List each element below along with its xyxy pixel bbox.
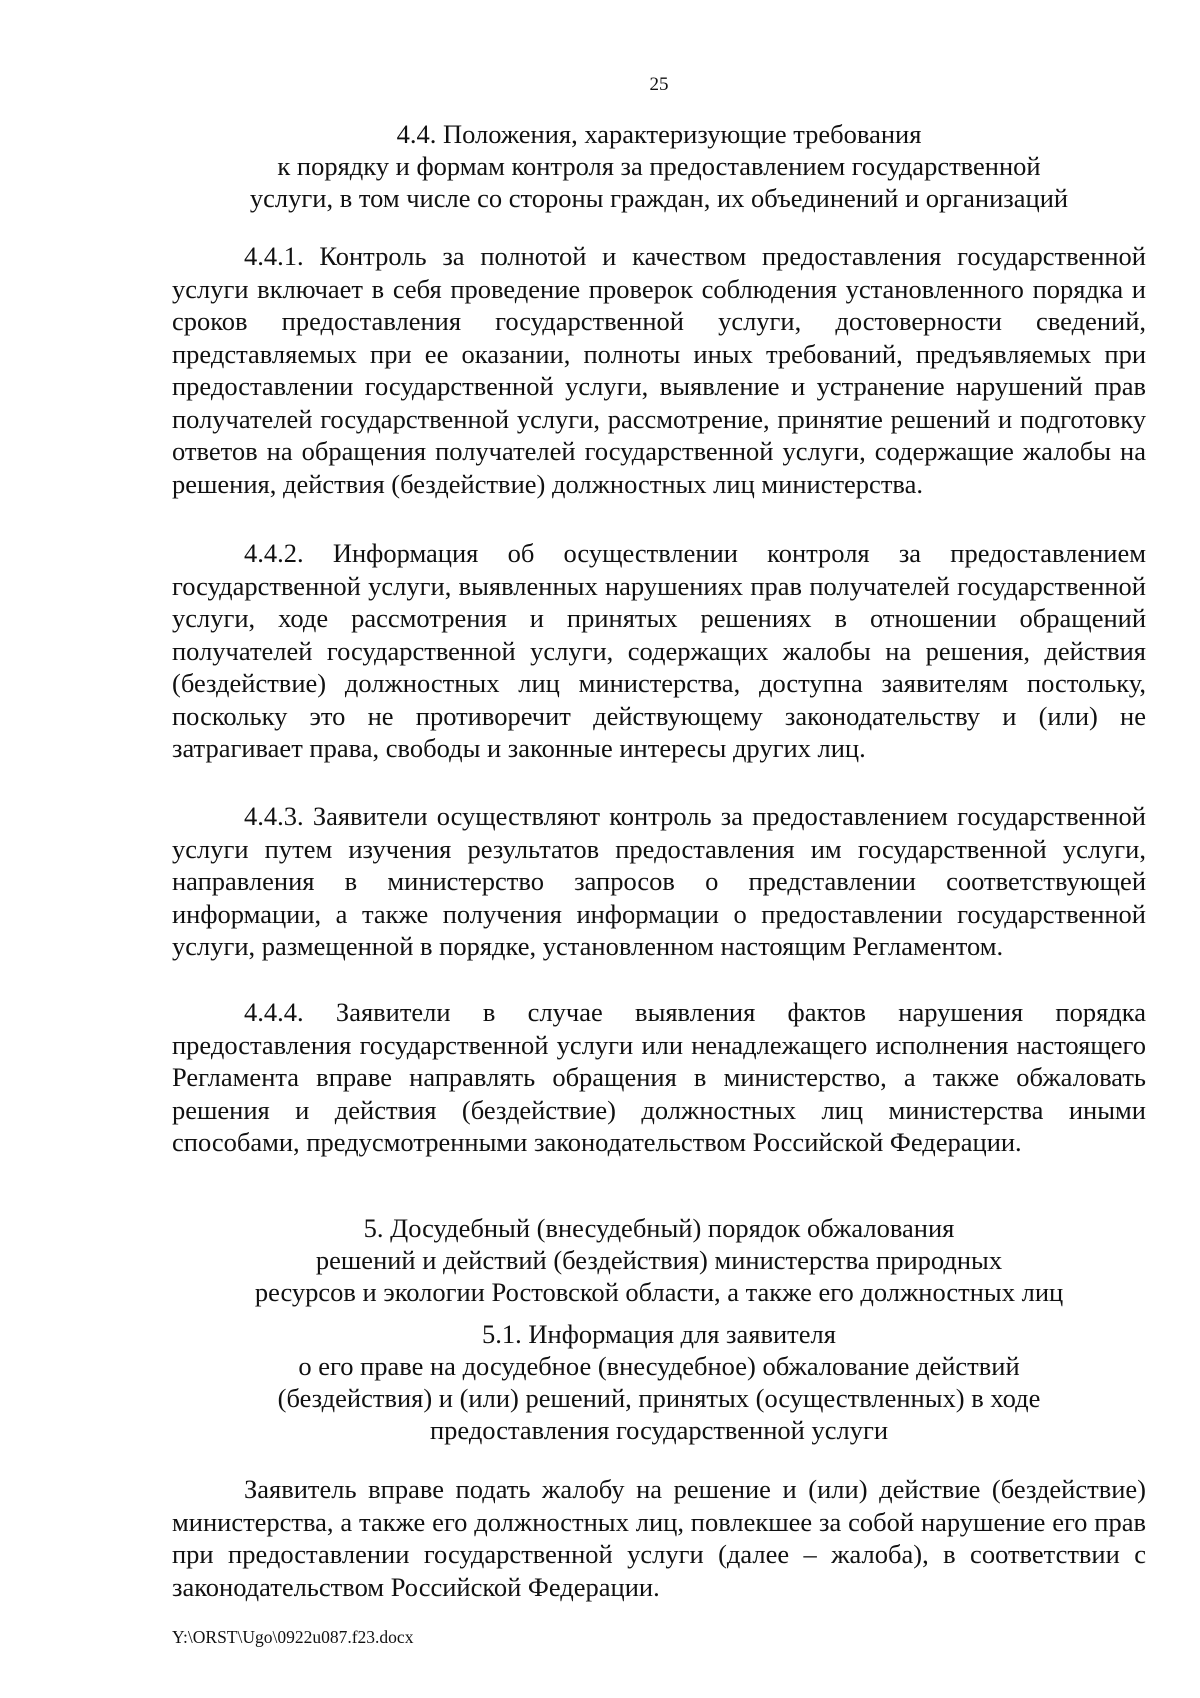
heading-line: 5.1. Информация для заявителя xyxy=(482,1319,836,1349)
document-page xyxy=(172,0,1146,1698)
paragraph-4-4-2: 4.4.2. Информация об осуществлении контроля за предоставлением государственной услуги, выявленных нарушениях прав получателей государственной услуги, ходе рассмотрения и принятых решениях в отношении обращений получателей государственной услуги, содержащих жалобы на решения, действия (бездействие) должностных лиц министерства, доступна заявителям постольку, поскольку это не противоречит действующему законодательству и (или) не затрагивает права, свободы и законные интересы других лиц. xyxy=(172,538,1146,763)
paragraph-4-4-4: 4.4.4. Заявители в случае выявления фактов нарушения порядка предоставления государственной услуги или ненадлежащего исполнения настоящего Регламента вправе направлять обращения в министерство, а также обжаловать решения и действия (бездействие) должностных лиц министерства иными способами, предусмотренными законодательством Российской Федерации. xyxy=(172,997,1146,1157)
heading-line: решений и действий (бездействия) министерства природных xyxy=(315,1245,1003,1275)
section-4-4-heading xyxy=(172,118,1146,214)
page-number: 25 xyxy=(649,74,669,95)
section-5-heading xyxy=(172,1212,1146,1308)
paragraph-5-1: Заявитель вправе подать жалобу на решение и (или) действие (бездействие) министерства, а также его должностных лиц, повлекшее за собой нарушение его прав при предоставлении государственной услуги (далее – жалоба), в соответствии с законодательством Российской Федерации. xyxy=(172,1474,1146,1602)
heading-line: услуги, в том числе со стороны граждан, их объединений и организаций xyxy=(249,183,1069,213)
paragraph-4-4-3: 4.4.3. Заявители осуществляют контроль за предоставлением государственной услуги путем изучения результатов предоставления им государственной услуги, направления в министерство запросов о представлении соответствующей информации, а также получения информации о предоставлении государственной услуги, размещенной в порядке, установленном настоящим Регламентом. xyxy=(172,801,1146,961)
heading-line: ресурсов и экологии Ростовской области, а также его должностных лиц xyxy=(254,1277,1064,1307)
heading-line: о его праве на досудебное (внесудебное) обжалование действий xyxy=(298,1351,1020,1381)
heading-line: 4.4. Положения, характеризующие требования xyxy=(396,119,922,149)
heading-line: к порядку и формам контроля за предоставлением государственной xyxy=(277,151,1041,181)
section-5-1-heading xyxy=(172,1318,1146,1446)
footer-file-path: Y:\ORST\Ugo\0922u087.f23.docx xyxy=(172,1627,414,1647)
heading-line: предоставления государственной услуги xyxy=(429,1415,889,1445)
heading-line: 5. Досудебный (внесудебный) порядок обжалования xyxy=(363,1213,955,1243)
paragraph-4-4-1: 4.4.1. Контроль за полнотой и качеством предоставления государственной услуги включает в себя проведение проверок соблюдения установленного порядка и сроков предоставления государственной услуги, достоверности сведений, представляемых при ее оказании, полноты иных требований, предъявляемых при предоставлении государственной услуги, выявление и устранение нарушений прав получателей государственной услуги, рассмотрение, принятие решений и подготовку ответов на обращения получателей государственной услуги, содержащие жалобы на решения, действия (бездействие) должностных лиц министерства. xyxy=(172,241,1146,499)
heading-line: (бездействия) и (или) решений, принятых (осуществленных) в ходе xyxy=(277,1383,1041,1413)
